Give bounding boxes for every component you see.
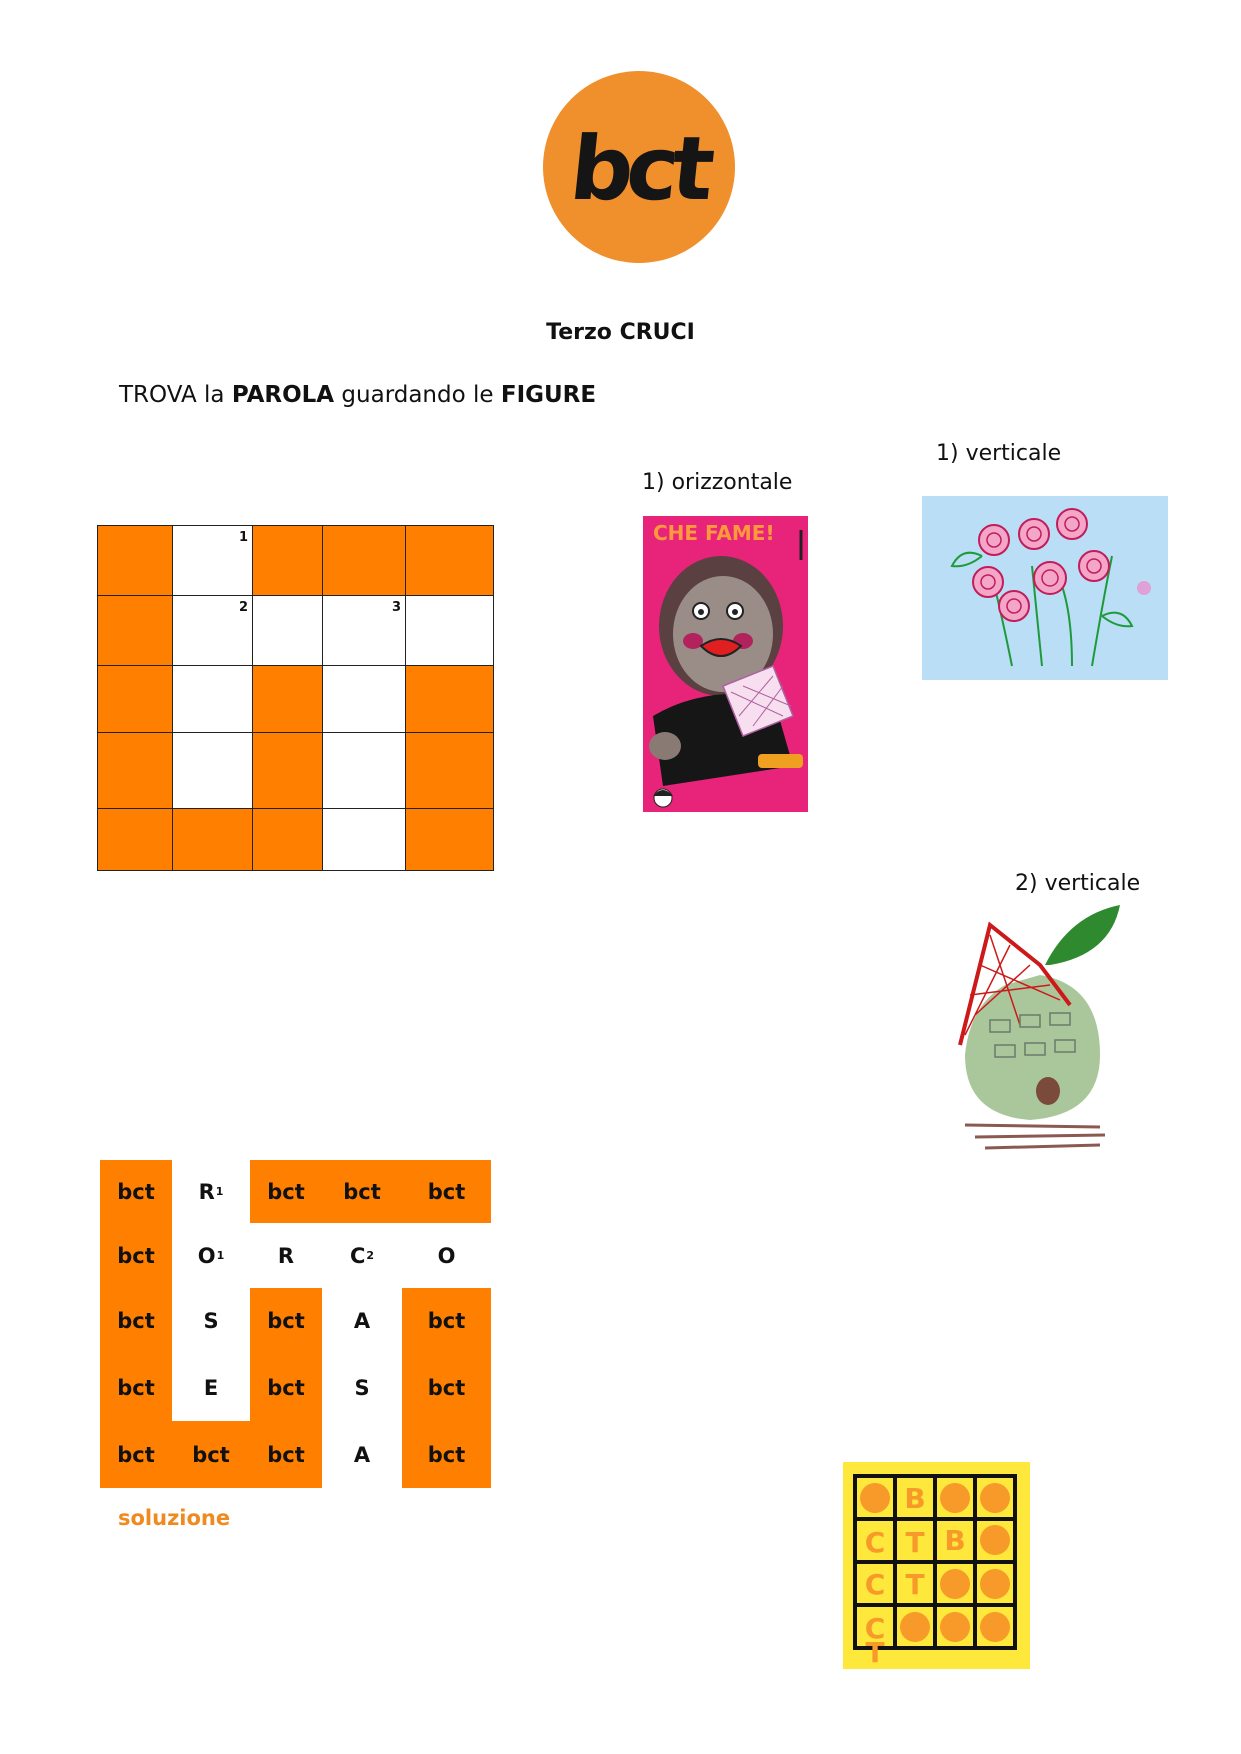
solution-cell-text: bct (117, 1243, 155, 1268)
solution-cell (100, 1288, 172, 1354)
grid-cell[interactable] (172, 732, 253, 809)
pear-house-illustration (950, 905, 1120, 1155)
solution-cell-text: bct (267, 1442, 305, 1467)
solution-cell (322, 1288, 402, 1354)
solution-cell (172, 1288, 250, 1354)
bingo-letter: T (905, 1526, 925, 1559)
grid-cell (97, 732, 173, 809)
bingo-letter: B (944, 1524, 966, 1557)
grid-cell (252, 808, 323, 871)
solution-cell (322, 1421, 402, 1488)
bingo-letter: B (904, 1482, 926, 1515)
grid-cell (97, 595, 173, 666)
bingo-letter: T (865, 1636, 885, 1669)
bct-grid-illustration (843, 1462, 1030, 1669)
solution-cell-text: bct (427, 1179, 466, 1204)
solution-cell (322, 1354, 402, 1421)
grid-cell (405, 525, 494, 596)
grid-cell (97, 525, 173, 596)
solution-cell-text: R (198, 1179, 215, 1204)
grid-cell[interactable] (405, 595, 494, 666)
clue-number: 1 (238, 530, 248, 545)
solution-cell (402, 1160, 491, 1223)
bingo-letter: C (864, 1568, 886, 1601)
solution-cell-number: 1 (216, 1249, 225, 1262)
grid-cell (405, 808, 494, 871)
instruction-bold1: PAROLA (231, 382, 335, 408)
solution-cell-text: bct (117, 1179, 155, 1204)
solution-cell (100, 1223, 172, 1288)
grid-cell[interactable] (252, 595, 323, 666)
solution-cell-text: A (353, 1442, 371, 1467)
solution-cell (322, 1223, 402, 1288)
solution-cell (402, 1223, 491, 1288)
grid-cell (252, 665, 323, 733)
grid-cell (252, 732, 323, 809)
grid-cell[interactable] (322, 732, 406, 809)
grid-cell[interactable] (172, 525, 253, 596)
clue-label-1-horizontal: 1) orizzontale (642, 470, 793, 495)
solution-cell (250, 1288, 322, 1354)
grid-cell (97, 808, 173, 871)
clue-number: 3 (391, 600, 401, 615)
solution-cell (402, 1288, 491, 1354)
solution-cell-text: bct (343, 1179, 381, 1204)
clue-label-1-vertical: 1) verticale (936, 441, 1062, 466)
solution-cell-text: bct (117, 1442, 155, 1467)
instruction-text (119, 382, 596, 408)
bingo-letter: C (864, 1526, 886, 1559)
solution-cell-text: S (354, 1375, 370, 1400)
solution-cell-text: bct (427, 1375, 466, 1400)
solution-cell (172, 1354, 250, 1421)
solution-cell-text: S (203, 1309, 219, 1333)
instruction-part2: guardando le (334, 382, 501, 408)
solution-cell (402, 1354, 491, 1421)
grid-cell (405, 732, 494, 809)
solution-cell (172, 1223, 250, 1288)
grid-cell[interactable] (322, 808, 406, 871)
instruction-bold2: FIGURE (500, 382, 597, 408)
solution-cell (172, 1421, 250, 1488)
bingo-letter: C (864, 1612, 886, 1645)
solution-cell-text: bct (267, 1375, 305, 1400)
solution-cell-text: O (437, 1243, 456, 1268)
grid-cell[interactable] (322, 665, 406, 733)
clue-label-2-vertical: 2) verticale (1015, 871, 1141, 896)
solution-cell-text: bct (267, 1179, 305, 1204)
solution-cell-number: 1 (215, 1185, 224, 1198)
clue-number: 2 (238, 600, 248, 615)
solution-cell (250, 1160, 322, 1223)
grid-cell[interactable] (172, 665, 253, 733)
solution-cell-text: bct (192, 1442, 230, 1467)
solution-cell-text: bct (117, 1375, 155, 1400)
grid-cell (252, 525, 323, 596)
solution-label: soluzione (118, 1506, 231, 1530)
ogre-caption: CHE FAME! (653, 521, 775, 545)
solution-cell (100, 1160, 172, 1223)
logo-text: bct (565, 117, 713, 220)
solution-cell-text: O (197, 1243, 216, 1268)
roses-illustration (922, 496, 1168, 680)
solution-cell-text: E (203, 1375, 219, 1400)
solution-cell (250, 1421, 322, 1488)
ogre-illustration (643, 516, 808, 812)
solution-cell (172, 1160, 250, 1223)
solution-cell (250, 1354, 322, 1421)
grid-cell (322, 525, 406, 596)
grid-cell (172, 808, 253, 871)
instruction-part1: TROVA la (119, 382, 232, 408)
grid-cell (405, 665, 494, 733)
solution-cell-text: A (353, 1309, 371, 1333)
grid-cell (97, 665, 173, 733)
bct-logo (543, 71, 735, 263)
solution-cell-text: bct (117, 1309, 155, 1333)
solution-cell (322, 1160, 402, 1223)
page-title: Terzo CRUCI (546, 320, 695, 345)
solution-cell (100, 1354, 172, 1421)
solution-cell-text: bct (427, 1309, 466, 1333)
grid-cell[interactable] (172, 595, 253, 666)
grid-cell[interactable] (322, 595, 406, 666)
solution-cell-number: 2 (366, 1249, 375, 1262)
solution-cell (402, 1421, 491, 1488)
solution-cell-text: bct (427, 1442, 466, 1467)
solution-cell-text: C (349, 1243, 366, 1268)
solution-cell (100, 1421, 172, 1488)
solution-cell-text: R (277, 1243, 295, 1268)
solution-cell-text: bct (267, 1309, 305, 1333)
solution-cell (250, 1223, 322, 1288)
bingo-letter: T (905, 1568, 925, 1601)
